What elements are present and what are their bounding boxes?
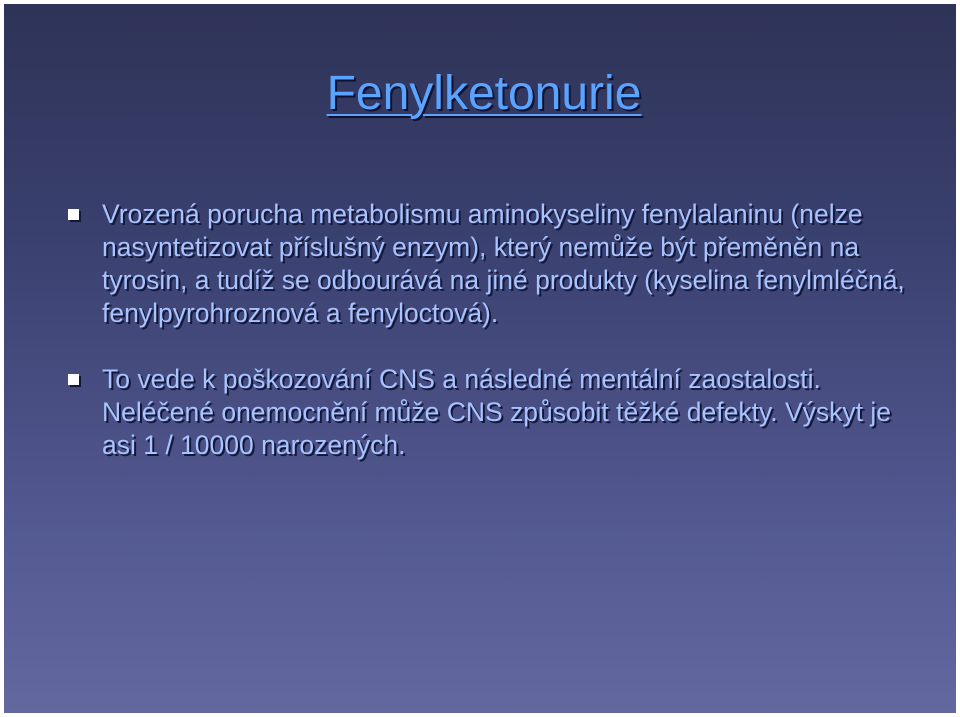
bullet-text: Vrozená porucha metabolismu aminokyseliny fenylalaninu (nelze nasyntetizovat příslušný enzym), který nemůže být přeměněn na tyrosin, a tudíž se odbourává na jiné produkty (kyselina fenylmléčná, fenylpyrohroznová a fenyloctová). bbox=[102, 199, 905, 328]
bullet-item bbox=[66, 198, 906, 330]
bullet-item bbox=[66, 363, 906, 462]
square-bullet-icon bbox=[68, 209, 79, 220]
bullet-text: To vede k poškozování CNS a následné mentální zaostalosti. Neléčené onemocnění může CNS způsobit těžké defekty. Výskyt je asi 1 / 10000 narozených. bbox=[102, 364, 892, 460]
bullet-list bbox=[66, 198, 906, 462]
slide-title: Fenylketonurie bbox=[326, 67, 642, 120]
square-bullet-icon bbox=[68, 374, 79, 385]
